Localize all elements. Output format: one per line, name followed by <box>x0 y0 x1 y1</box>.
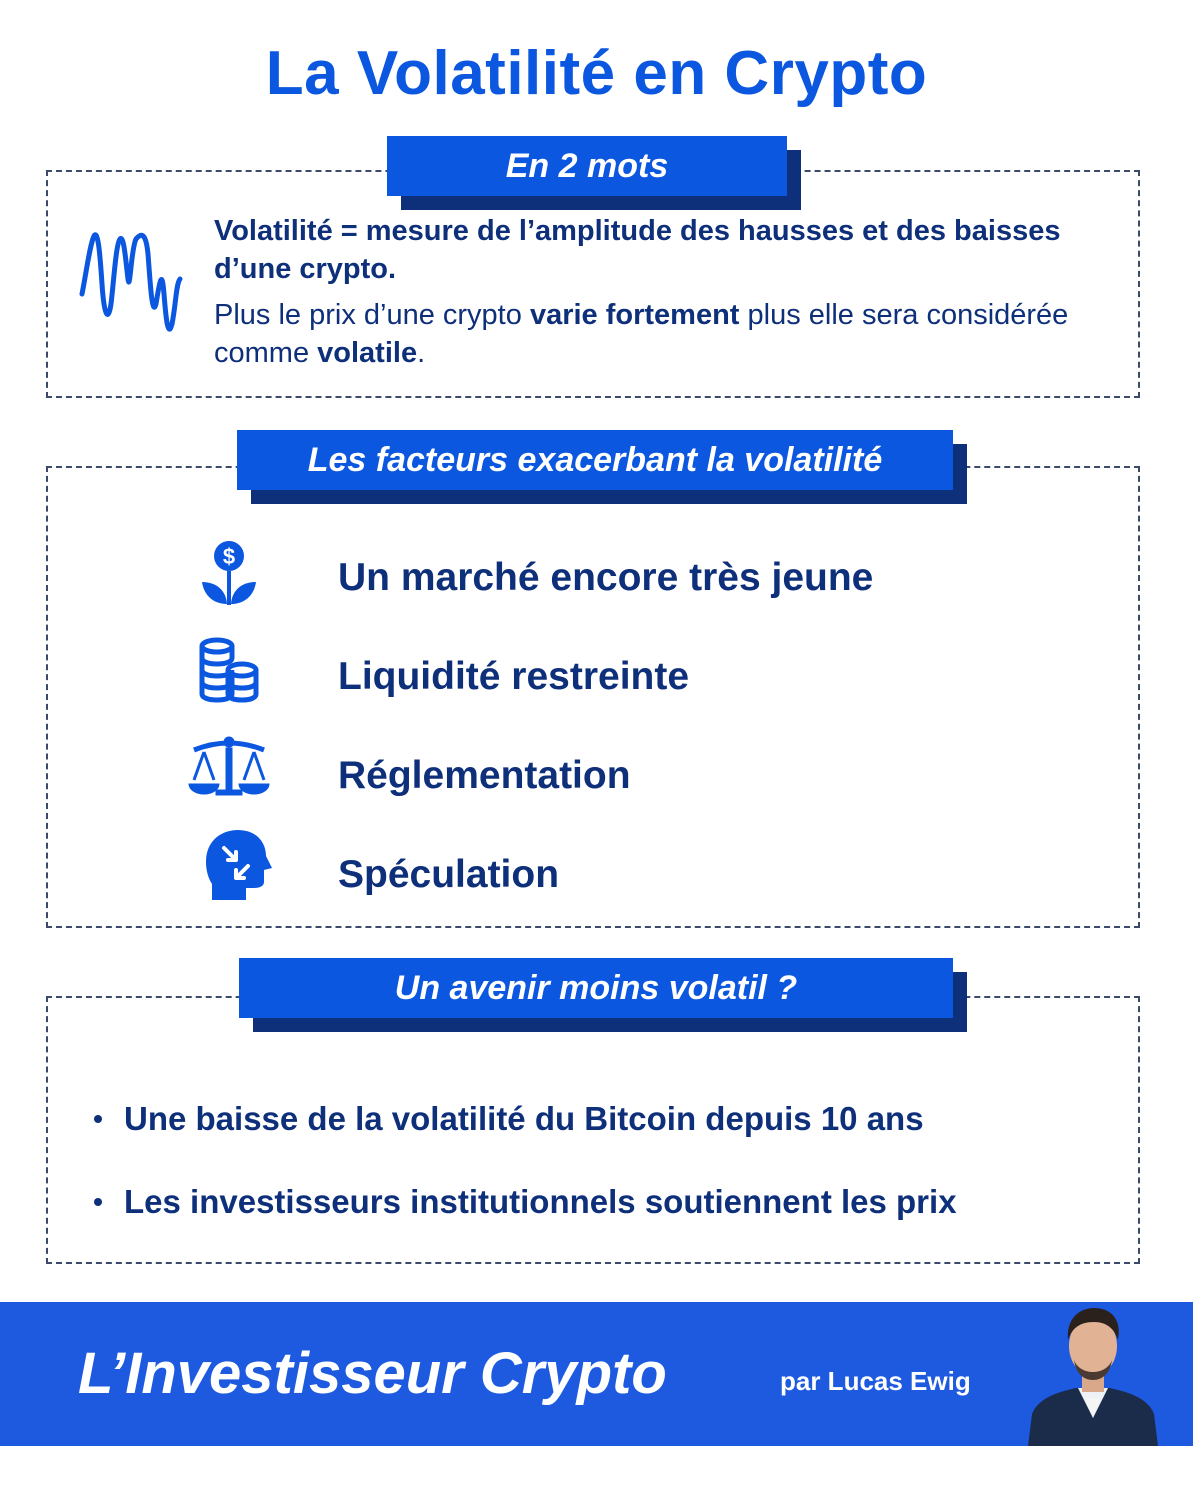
section-label-text: En 2 mots <box>387 136 787 196</box>
factor-item: Un marché encore très jeune <box>338 556 874 599</box>
definition-body <box>214 296 1094 372</box>
list-item <box>94 1100 924 1138</box>
factor-item: Liquidité restreinte <box>338 655 690 698</box>
definition-text: . <box>417 337 426 369</box>
factor-item: Réglementation <box>338 754 631 797</box>
definition-emphasis: volatile <box>317 337 418 369</box>
section-label-factors <box>237 430 953 490</box>
section-label-text: Les facteurs exacerbant la volatilité <box>237 430 953 490</box>
definition-title: Volatilité = mesure de l’amplitude des hausses et des baisses d’une crypto. <box>214 215 1061 285</box>
author-name: par Lucas Ewig <box>780 1366 971 1396</box>
volatility-wave-icon <box>76 224 188 344</box>
definition-text: Plus le prix d’une crypto <box>214 299 530 331</box>
list-item <box>94 1183 957 1221</box>
section-label-definition <box>387 136 787 196</box>
bullet-dot <box>94 1115 102 1123</box>
money-plant-icon <box>186 538 272 610</box>
avatar <box>1028 1302 1158 1446</box>
section-label-text: Un avenir moins volatil ? <box>239 958 953 1018</box>
list-item-text: Une baisse de la volatilité du Bitcoin depuis 10 ans <box>124 1100 924 1137</box>
page-title: La Volatilité en Crypto <box>265 39 928 108</box>
factor-item: Spéculation <box>338 853 560 896</box>
svg-text:$: $ <box>222 544 236 569</box>
bullet-dot <box>94 1198 102 1206</box>
definition-text: plus elle sera considérée comme <box>214 299 1069 369</box>
list-item-text: Les investisseurs institutionnels soutiennent les prix <box>124 1183 957 1220</box>
coin-stacks-icon <box>186 636 272 708</box>
section-label-outlook <box>239 958 953 1018</box>
head-arrows-icon <box>186 828 272 900</box>
scales-icon <box>186 734 272 806</box>
definition-emphasis: varie fortement <box>529 299 740 331</box>
brand-name: L’Investisseur Crypto <box>78 1341 667 1406</box>
